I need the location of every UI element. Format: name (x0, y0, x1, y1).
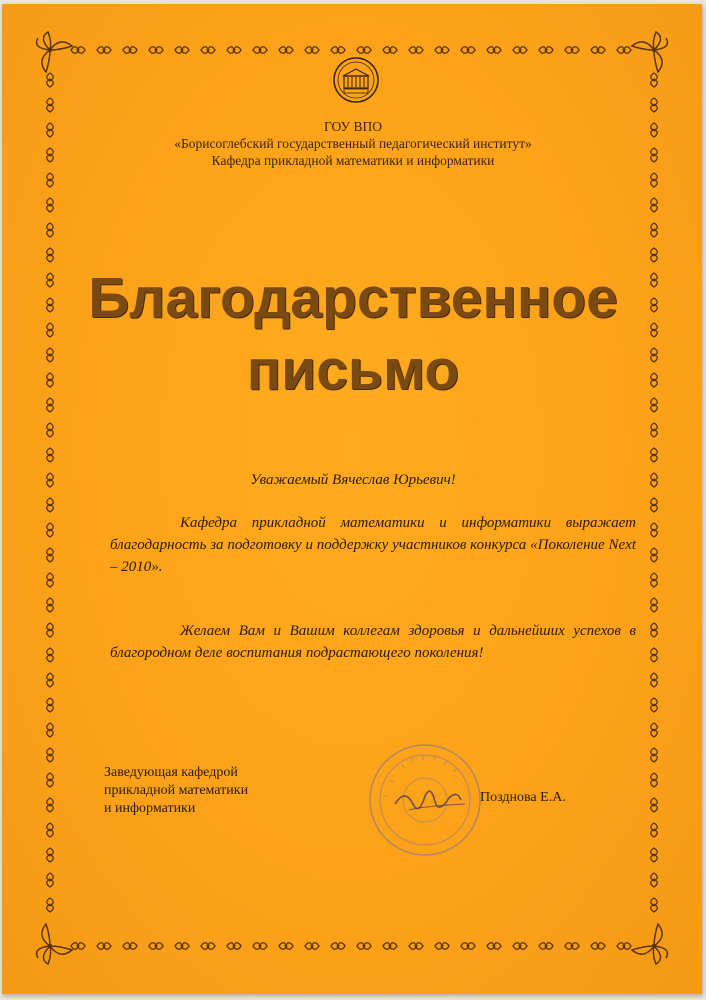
border-motif-bottom (201, 943, 215, 950)
border-motif-right (651, 198, 658, 212)
border-motif-bottom (123, 943, 137, 950)
header-org-type: ГОУ ВПО (324, 119, 382, 134)
border-motif-right (651, 248, 658, 262)
document-title-line-1: Благодарственное (88, 266, 618, 330)
border-motif-top (305, 47, 319, 54)
salutation: Уважаемый Вячеслав Юрьевич! (250, 472, 456, 488)
border-motif-left (47, 173, 54, 187)
border-motif-bottom (331, 943, 345, 950)
border-motif-bottom (539, 943, 553, 950)
border-motif-bottom (513, 943, 527, 950)
border-motif-right (651, 223, 658, 237)
border-motif-right (651, 773, 658, 787)
border-motif-bottom (487, 943, 501, 950)
signatory-position-line-3: и информатики (104, 801, 196, 816)
border-motif-left (47, 98, 54, 112)
border-motif-top (201, 47, 215, 54)
border-motif-left (47, 523, 54, 537)
border-motif-left (47, 648, 54, 662)
border-motif-bottom (175, 943, 189, 950)
border-motif-left (47, 498, 54, 512)
border-motif-left (47, 848, 54, 862)
border-motif-top (591, 47, 605, 54)
border-motif-right (651, 823, 658, 837)
border-motif-bottom (435, 943, 449, 950)
border-motif-right (651, 798, 658, 812)
border-motif-left (47, 448, 54, 462)
border-motif-right (651, 848, 658, 862)
institute-building-emblem-icon (332, 56, 380, 104)
border-motif-top (487, 47, 501, 54)
border-motif-bottom (71, 943, 85, 950)
signatory-position-line-2: прикладной математики (104, 783, 249, 798)
border-motif-bottom (253, 943, 267, 950)
corner-ornament-bottom-left (37, 924, 73, 964)
corner-ornament-top-right (632, 32, 668, 72)
border-motif-top (617, 47, 631, 54)
border-motif-right (651, 873, 658, 887)
border-motif-right (651, 523, 658, 537)
body-paragraph-2: Желаем Вам и Вашим коллегам здоровья и дальнейших успехов в благородном деле воспитания подрастающего поколения! (110, 623, 636, 661)
border-motif-left (47, 673, 54, 687)
border-motif-right (651, 98, 658, 112)
border-motif-top (279, 47, 293, 54)
border-motif-right (651, 648, 658, 662)
border-motif-left (47, 548, 54, 562)
border-motif-top (175, 47, 189, 54)
border-motif-left (47, 773, 54, 787)
border-motif-bottom (227, 943, 241, 950)
border-motif-top (97, 47, 111, 54)
border-motif-left (47, 698, 54, 712)
border-motif-right (651, 723, 658, 737)
border-motif-right (651, 598, 658, 612)
border-motif-left (47, 248, 54, 262)
border-motif-left (47, 598, 54, 612)
border-motif-left (47, 748, 54, 762)
border-motif-right (651, 423, 658, 437)
border-motif-left (47, 823, 54, 837)
border-motif-top (435, 47, 449, 54)
border-motif-right (651, 898, 658, 912)
border-motif-top (227, 47, 241, 54)
border-motif-right (651, 573, 658, 587)
border-motif-bottom (383, 943, 397, 950)
border-motif-left (47, 423, 54, 437)
border-motif-right (651, 748, 658, 762)
border-motif-right (651, 498, 658, 512)
border-motif-top (71, 47, 85, 54)
border-motif-right (651, 623, 658, 637)
border-motif-top (149, 47, 163, 54)
border-motif-right (651, 73, 658, 87)
round-official-stamp-icon (365, 740, 485, 860)
border-motif-top (565, 47, 579, 54)
border-motif-bottom (565, 943, 579, 950)
border-motif-left (47, 798, 54, 812)
border-motif-bottom (357, 943, 371, 950)
border-motif-left (47, 73, 54, 87)
border-motif-left (47, 873, 54, 887)
border-motif-top (123, 47, 137, 54)
border-motif-left (47, 573, 54, 587)
border-motif-bottom (305, 943, 319, 950)
border-motif-right (651, 698, 658, 712)
border-motif-top (331, 47, 345, 54)
border-motif-right (651, 173, 658, 187)
border-motif-left (47, 623, 54, 637)
border-motif-top (357, 47, 371, 54)
header-department: Кафедра прикладной математики и информатики (211, 153, 495, 168)
border-motif-top (253, 47, 267, 54)
signatory-position (104, 764, 248, 818)
border-motif-bottom (149, 943, 163, 950)
corner-ornament-top-left (37, 32, 73, 72)
border-motif-bottom (279, 943, 293, 950)
border-motif-bottom (461, 943, 475, 950)
border-motif-top (539, 47, 553, 54)
signatory-name: Позднова Е.А. (480, 790, 566, 805)
border-motif-bottom (617, 943, 631, 950)
border-motif-top (461, 47, 475, 54)
body-paragraph-1: Кафедра прикладной математики и информатики выражает благодарность за подготовку и поддержку участников конкурса «Поколение Next – 2010». (110, 515, 636, 575)
border-motif-top (383, 47, 397, 54)
border-motif-bottom (409, 943, 423, 950)
border-motif-left (47, 723, 54, 737)
border-motif-right (651, 673, 658, 687)
border-motif-top (409, 47, 423, 54)
border-motif-bottom (591, 943, 605, 950)
border-motif-left (47, 223, 54, 237)
signatory-position-line-1: Заведующая кафедрой (104, 765, 238, 780)
border-motif-left (47, 198, 54, 212)
border-motif-top (513, 47, 527, 54)
document-title-line-2: письмо (246, 338, 460, 402)
border-motif-bottom (97, 943, 111, 950)
header-institute-name: «Борисоглебский государственный педагогический институт» (174, 136, 532, 151)
border-motif-right (651, 548, 658, 562)
border-motif-left (47, 898, 54, 912)
corner-ornament-bottom-right (632, 924, 668, 964)
border-motif-right (651, 448, 658, 462)
